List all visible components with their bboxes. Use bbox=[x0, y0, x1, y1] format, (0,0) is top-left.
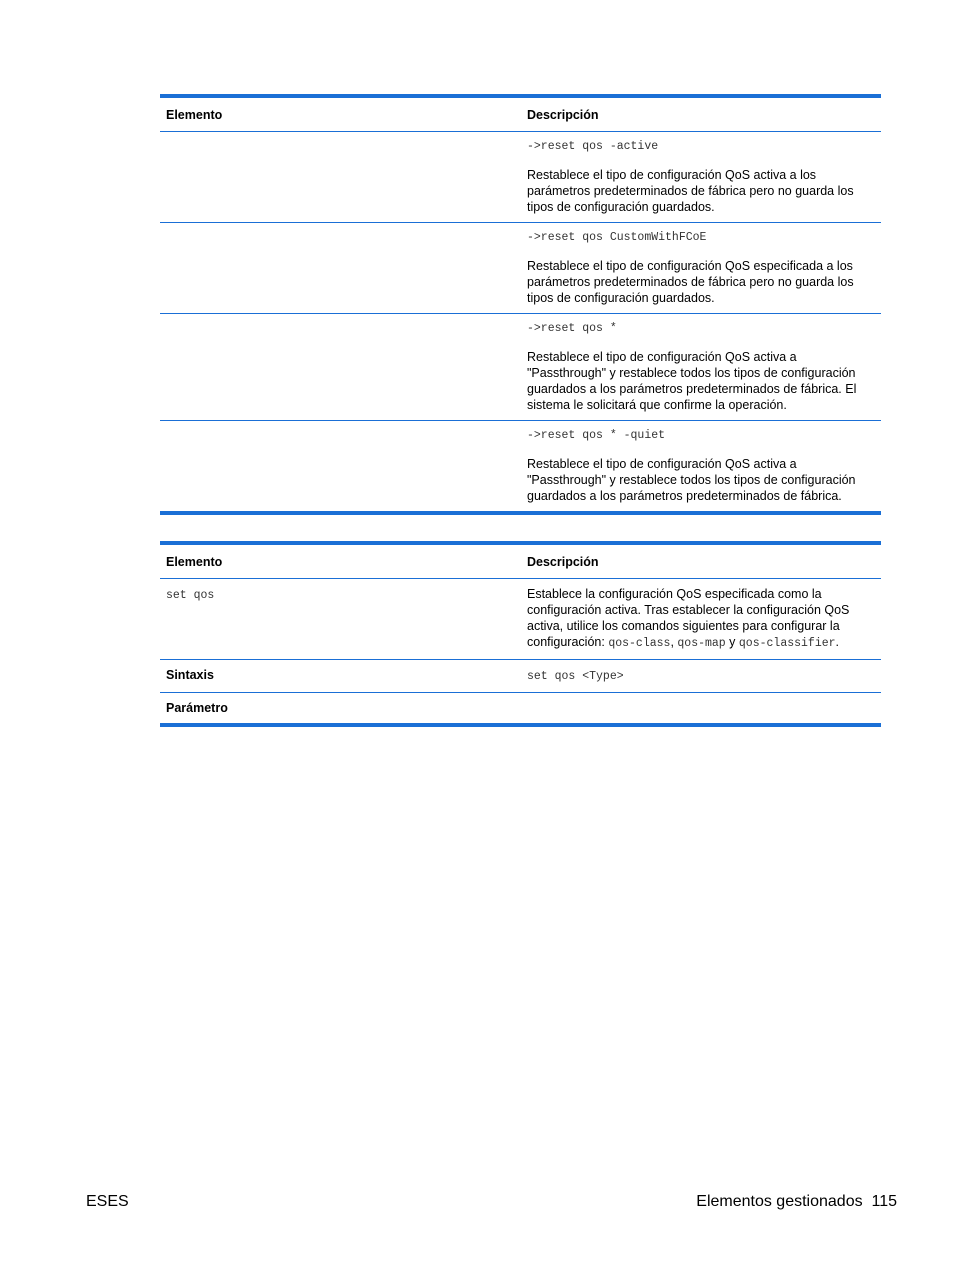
header-elemento: Elemento bbox=[166, 555, 223, 569]
parameter-label: Parámetro bbox=[166, 701, 228, 715]
period: . bbox=[835, 635, 840, 649]
command-code: ->reset qos * -quiet bbox=[527, 429, 666, 442]
command-description: Restablece el tipo de configuración QoS activa a "Passthrough" y restablece todos los tipos de configuración guardados a los parámetros predeterminados de fábrica. bbox=[527, 457, 856, 503]
command-name: set qos bbox=[166, 589, 215, 602]
row-item bbox=[160, 421, 521, 511]
header-descripcion: Descripción bbox=[527, 108, 599, 122]
table-row bbox=[160, 313, 881, 420]
reset-qos-table bbox=[160, 94, 881, 515]
row-item bbox=[160, 223, 521, 313]
table-row bbox=[160, 659, 881, 692]
command-code: ->reset qos CustomWithFCoE bbox=[527, 231, 707, 244]
page-number: 115 bbox=[871, 1193, 897, 1210]
table-row bbox=[160, 692, 881, 723]
table-row bbox=[160, 132, 881, 222]
row-description bbox=[521, 579, 881, 659]
qos-map-command: qos-map bbox=[677, 637, 726, 650]
command-description: Restablece el tipo de configuración QoS activa a "Passthrough" y restablece todos los tipos de configuración guardados a los parámetros predeterminados de fábrica. El sistema le solicitará que confirme la operación. bbox=[527, 350, 857, 412]
command-description: Restablece el tipo de configuración QoS activa a los parámetros predeterminados de fábrica pero no guarda los tipos de configuración guardados. bbox=[527, 168, 854, 214]
qos-classifier-command: qos-classifier bbox=[738, 637, 836, 650]
row-description bbox=[521, 660, 881, 692]
footer-right bbox=[696, 1192, 897, 1212]
row-description bbox=[521, 132, 881, 222]
table-header bbox=[160, 545, 881, 579]
command-description: Establece la configuración QoS especificada como la configuración activa. Tras establecer la configuración QoS activa, utilice los comandos siguientes para configurar la configuración: bbox=[527, 587, 850, 649]
row-description bbox=[521, 223, 881, 313]
separator: , bbox=[670, 635, 678, 649]
row-description bbox=[521, 421, 881, 511]
table-row bbox=[160, 222, 881, 313]
command-code: ->reset qos -active bbox=[527, 140, 659, 153]
header-descripcion: Descripción bbox=[527, 555, 599, 569]
parameter-value bbox=[521, 693, 881, 723]
footer-left: ESES bbox=[86, 1193, 129, 1210]
separator: y bbox=[725, 635, 739, 649]
footer-section-title: Elementos gestionados bbox=[696, 1193, 863, 1210]
qos-class-command: qos-class bbox=[608, 637, 671, 650]
row-item bbox=[160, 579, 521, 659]
command-description: Restablece el tipo de configuración QoS especificada a los parámetros predeterminados de fábrica pero no guarda los tipos de configuración guardados. bbox=[527, 259, 854, 305]
command-code: ->reset qos * bbox=[527, 322, 617, 335]
syntax-value: set qos <Type> bbox=[527, 670, 624, 683]
row-item bbox=[160, 132, 521, 222]
header-elemento: Elemento bbox=[166, 108, 223, 122]
table-row bbox=[160, 420, 881, 511]
table-header bbox=[160, 98, 881, 132]
set-qos-table bbox=[160, 541, 881, 727]
row-item bbox=[160, 314, 521, 420]
row-description bbox=[521, 314, 881, 420]
table-row bbox=[160, 579, 881, 659]
syntax-label: Sintaxis bbox=[166, 668, 214, 682]
